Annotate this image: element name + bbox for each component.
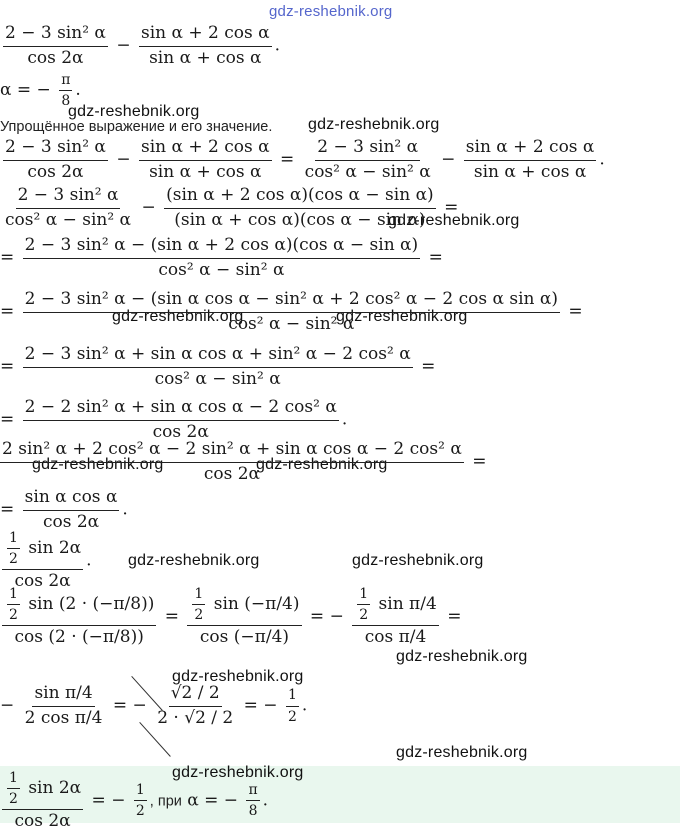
step-11: − $\frac{\text{sin π/4}}{\text{2 cos π/4}}$ = − $\frac{√2 / 2}{2 \cdot √2 / 2}$ = − $\frac{1}{2}$ . bbox=[0, 683, 308, 728]
step-2: $\frac{\text{2 − 3 sin² α}}{\text{cos² α − sin² α}}$ − $\frac{\text{(sin α + 2 cos α)(cos α − sin α)}}{\text{(sin α + cos α)(cos α − sin α)}}$ = bbox=[5, 185, 459, 230]
watermark: gdz-reshebnik.org bbox=[32, 456, 164, 473]
step-7: $\frac{\text{2 sin² α + 2 cos² α − 2 sin² α + sin α cos α − 2 cos² α}}{\cos 2\alpha}$ = bbox=[2, 439, 487, 484]
watermark: gdz-reshebnik.org bbox=[336, 308, 468, 325]
step-6: = $\frac{\text{2 − 2 sin² α + sin α cos α − 2 cos² α}}{\cos 2\alpha}$ . bbox=[0, 397, 348, 442]
fraction: $\frac{\text{2 − 3 sin² α}}{\cos 2\alpha}$ bbox=[5, 23, 106, 68]
step-4: = 2 − 3 sin² α − (sin α cos α − sin² α + 2 cos² α − 2 cos α sin α) cos² α − sin² α = bbox=[0, 289, 583, 334]
watermark-top: gdz-reshebnik.org bbox=[269, 3, 393, 20]
task-expression: $\frac{\text{2 − 3 sin² α}}{\cos 2\alpha}$ − $\frac{\text{sin α + 2 cos α}}{\text{sin α + cos α}}$ . bbox=[5, 23, 281, 68]
step-9: $\frac{1}{2}$ sin 2α cos 2α . bbox=[0, 530, 92, 592]
watermark: gdz-reshebnik.org bbox=[396, 744, 528, 761]
step-8: = $\frac{\text{sin α cos α}}{\cos 2\alpha}$ . bbox=[0, 487, 128, 532]
watermark: gdz-reshebnik.org bbox=[172, 668, 304, 685]
watermark: gdz-reshebnik.org bbox=[172, 764, 304, 781]
step-1: $\frac{\text{2 − 3 sin² α}}{\cos 2\alpha}$ − $\frac{\text{sin α + 2 cos α}}{\text{sin α + cos α}}$ = $\frac{\text{2 − 3 sin² α}}{\text{cos² α − sin² α}}$ − $\frac{\text{sin α + 2 cos α}}{\text{sin α + cos α}}$ . bbox=[5, 137, 605, 182]
watermark: gdz-reshebnik.org bbox=[308, 116, 440, 133]
step-10: $\frac{1}{2}$ sin (2 · (−π/8)) cos (2 · (−π/8)) = $\frac{1}{2}$ sin (−π/4) cos (−π/4) = − $\frac{1}{2}$ sin π/4 cos π/4 = bbox=[0, 586, 461, 648]
step-3: = $\frac{\text{2 − 3 sin² α − (sin α + 2 cos α)(cos α − sin α)}}{\text{cos² α − sin² α}}$ = bbox=[0, 235, 443, 280]
section-heading: Упрощённое выражение и его значение. bbox=[0, 119, 273, 135]
answer-line: $\frac{1}{2}$ sin 2α cos 2α = − $\frac{1}{2}$ , при α = − $\frac{\pi}{8}$ . bbox=[0, 770, 268, 832]
alpha-value: α = − $\frac{\pi}{8}$ . bbox=[0, 72, 81, 110]
watermark: gdz-reshebnik.org bbox=[128, 552, 260, 569]
watermark: gdz-reshebnik.org bbox=[68, 103, 200, 120]
watermark: gdz-reshebnik.org bbox=[352, 552, 484, 569]
watermark: gdz-reshebnik.org bbox=[256, 456, 388, 473]
watermark: gdz-reshebnik.org bbox=[388, 212, 520, 229]
watermark: gdz-reshebnik.org bbox=[396, 648, 528, 665]
fraction: $\frac{\text{sin α + 2 cos α}}{\text{sin α + cos α}}$ bbox=[140, 23, 270, 68]
watermark: gdz-reshebnik.org bbox=[112, 308, 244, 325]
step-5: = $\frac{\text{2 − 3 sin² α + sin α cos α + sin² α − 2 cos² α}}{\text{cos² α − sin² α}}$ = bbox=[0, 344, 436, 389]
